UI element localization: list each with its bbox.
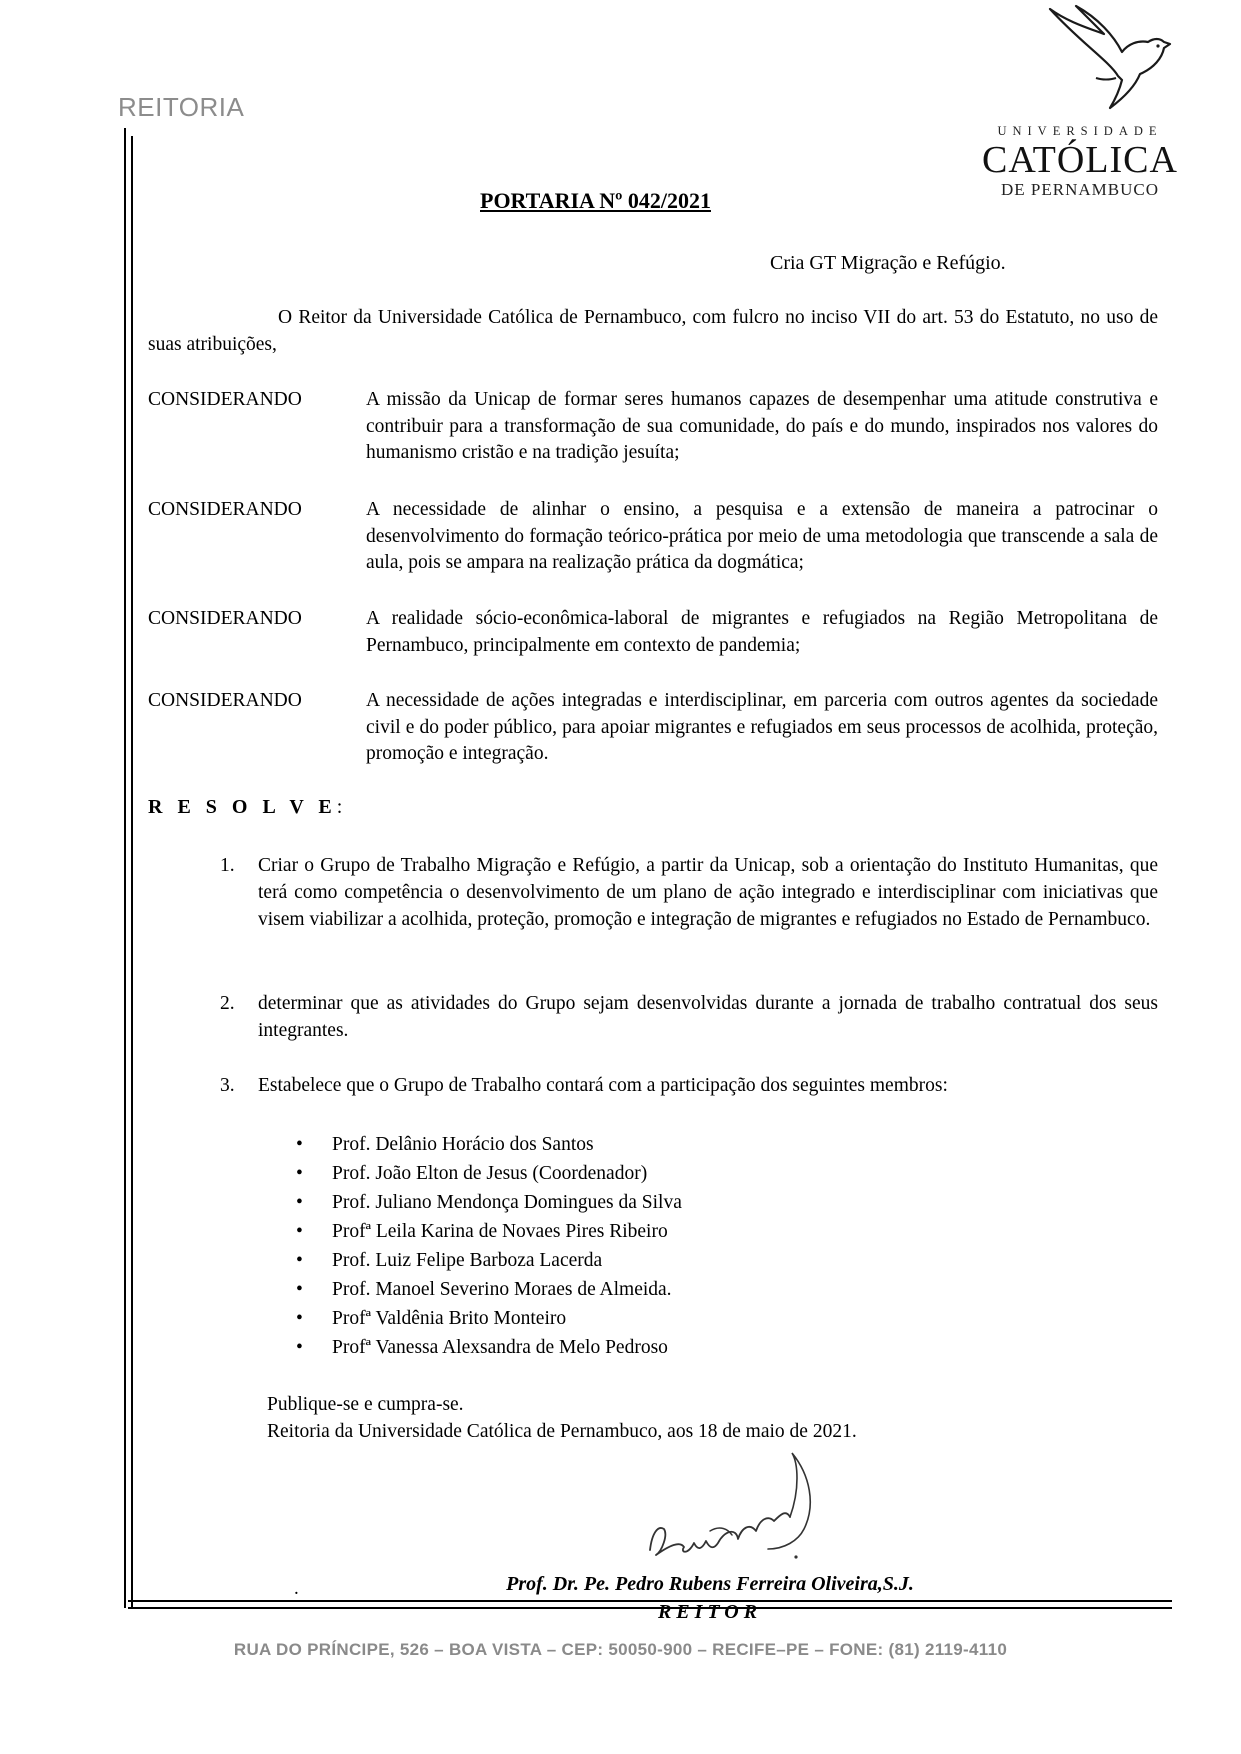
member-name: Profª Leila Karina de Novaes Pires Ribeiro <box>332 1221 668 1242</box>
bullet-icon: • <box>296 1279 303 1300</box>
item-text: determinar que as atividades do Grupo sejam desenvolvidas durante a jornada de trabalho contratual dos seus integrantes. <box>258 993 1158 1041</box>
signature-dot: . <box>294 1578 299 1599</box>
dove-icon <box>1040 4 1180 122</box>
member-name: Prof. João Elton de Jesus (Coordenador) <box>332 1163 648 1184</box>
left-rule-inner <box>131 136 133 1608</box>
list-item <box>296 1304 682 1333</box>
closing-publish: Publique-se e cumpra-se. <box>267 1394 464 1415</box>
list-item <box>296 1188 682 1217</box>
list-item <box>296 1246 682 1275</box>
logo-line-catolica: CATÓLICA <box>982 139 1178 181</box>
list-item <box>296 1159 682 1188</box>
resolve-heading <box>148 796 342 819</box>
bullet-icon: • <box>296 1163 303 1184</box>
bullet-icon: • <box>296 1221 303 1242</box>
document-title: PORTARIA Nº 042/2021 <box>480 188 711 213</box>
item-text: Estabelece que o Grupo de Trabalho contará com a participação dos seguintes membros: <box>258 1075 948 1096</box>
considerando-label: CONSIDERANDO <box>148 389 302 410</box>
bullet-icon: • <box>296 1337 303 1358</box>
member-name: Profª Valdênia Brito Monteiro <box>332 1308 567 1329</box>
item-number: 3. <box>220 1075 235 1096</box>
resolve-colon: : <box>336 796 343 818</box>
member-name: Prof. Luiz Felipe Barboza Lacerda <box>332 1250 603 1271</box>
considerando-label: CONSIDERANDO <box>148 608 302 629</box>
member-name: Prof. Delânio Horácio dos Santos <box>332 1134 594 1155</box>
resolve-label: R E S O L V E <box>148 796 337 818</box>
item-text: Criar o Grupo de Trabalho Migração e Refúgio, a partir da Unicap, sob a orientação do Instituto Humanitas, que terá como competência o desenvolvimento de um plano de ação integrado e interdisciplinar com iniciativas que visem viabilizar a acolhida, proteção, promoção e integração de migrantes e refugiados no Estado de Pernambuco. <box>258 855 1158 930</box>
considerando-text: A missão da Unicap de formar seres humanos capazes de desempenhar uma atitude construtiva e contribuir para a transformação de sua comunidade, do país e do mundo, inspirados nos valores do humanismo cristão e na tradição jesuíta; <box>366 389 1158 463</box>
member-name: Prof. Juliano Mendonça Domingues da Silva <box>332 1192 682 1213</box>
considerando-label: CONSIDERANDO <box>148 499 302 520</box>
list-item <box>296 1130 682 1159</box>
considerando-label: CONSIDERANDO <box>148 690 302 711</box>
signer-role: REITOR <box>657 1601 763 1623</box>
bullet-icon: • <box>296 1250 303 1271</box>
university-logo <box>960 4 1190 204</box>
handwritten-signature <box>640 1445 840 1575</box>
member-name: Prof. Manoel Severino Moraes de Almeida. <box>332 1279 672 1300</box>
item-number: 1. <box>220 855 235 876</box>
list-item <box>296 1275 682 1304</box>
logo-line-pernambuco: DE PERNAMBUCO <box>1001 180 1159 199</box>
list-item <box>296 1217 682 1246</box>
footer-address: RUA DO PRÍNCIPE, 526 – BOA VISTA – CEP: 50050-900 – RECIFE–PE – FONE: (81) 2119-4110 <box>233 1640 1008 1659</box>
intro-paragraph: O Reitor da Universidade Católica de Pernambuco, com fulcro no inciso VII do art. 53 do Estatuto, no uso de suas atribuições, <box>148 307 1158 355</box>
considerando-text: A necessidade de alinhar o ensino, a pesquisa e a extensão de maneira a patrocinar o desenvolvimento do formação teórico-prática por meio de uma metodologia que transcende a sala de aula, pois se ampara na realização prática da dogmática; <box>366 499 1158 573</box>
bullet-icon: • <box>296 1308 303 1329</box>
member-name: Profª Vanessa Alexsandra de Melo Pedroso <box>332 1337 668 1358</box>
considerando-text: A realidade sócio-econômica-laboral de migrantes e refugiados na Região Metropolitana de Pernambuco, principalmente em contexto de pandemia; <box>366 608 1158 656</box>
bullet-icon: • <box>296 1192 303 1213</box>
document-subtitle: Cria GT Migração e Refúgio. <box>770 252 1006 274</box>
considerando-text: A necessidade de ações integradas e interdisciplinar, em parceria com outros agentes da sociedade civil e do poder público, para apoiar migrantes e refugiados em seus processos de acolhida, proteção, promoção e integração. <box>366 690 1158 764</box>
left-rule-outer <box>124 128 126 1608</box>
signer-name: Prof. Dr. Pe. Pedro Rubens Ferreira Oliveira,S.J. <box>506 1573 914 1595</box>
logo-line-universidade: UNIVERSIDADE <box>997 124 1163 138</box>
bullet-icon: • <box>296 1134 303 1155</box>
closing-date-line: Reitoria da Universidade Católica de Pernambuco, aos 18 de maio de 2021. <box>267 1421 857 1442</box>
member-list <box>296 1130 682 1362</box>
item-number: 2. <box>220 993 235 1014</box>
department-label: REITORIA <box>118 92 245 122</box>
list-item <box>296 1333 682 1362</box>
